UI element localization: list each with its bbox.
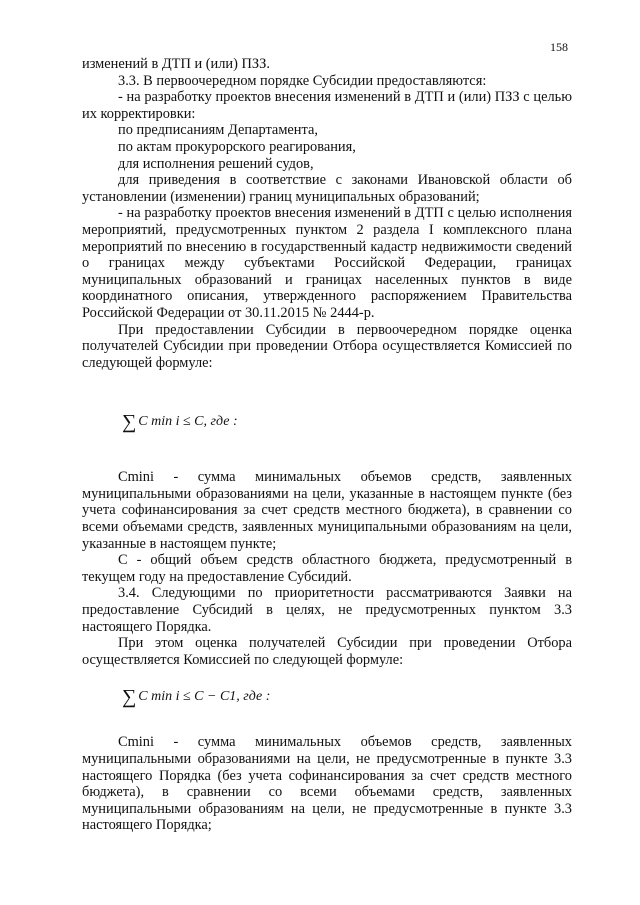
paragraph: изменений в ДТП и (или) ПЗЗ.	[82, 56, 270, 72]
page-number: 158	[550, 40, 568, 54]
paragraph: - на разработку проектов внесения изменений в ДТП с целью исполнения мероприятий, предусмотренных пунктом 2 раздела I комплексного плана мероприятий по внесению в государственный кадастр недвижимости сведений о границах между субъектами Российской Федерации, границах муниципальных образований и границах населенных пунктов в виде координатного описания, утвержденного распоряжением Правительства Российской Федерации от 30.11.2015 № 2444-р.	[82, 205, 572, 321]
formula-expression: C min i ≤ C − C1, где :	[138, 689, 271, 705]
summation-symbol: ∑	[122, 686, 137, 709]
paragraph: по актам прокурорского реагирования,	[118, 138, 356, 155]
paragraph: по предписаниям Департамента,	[118, 122, 318, 139]
paragraph: 3.3. В первоочередном порядке Субсидии предоставляются:	[118, 72, 487, 89]
paragraph: для приведения в соответствие с законами Ивановской области об установлении (изменении) границ муниципальных образований;	[82, 172, 572, 205]
document-body	[82, 56, 572, 834]
paragraph: С - общий объем средств областного бюджета, предусмотренный в текущем году на предоставление Субсидий.	[82, 552, 572, 585]
summation-symbol: ∑	[122, 411, 137, 434]
formula-2	[122, 686, 572, 708]
paragraph: При предоставлении Субсидии в первоочередном порядке оценка получателей Субсидии при проведении Отбора осуществляется Комиссией по следующей формуле:	[82, 321, 572, 371]
formula-expression: C min i ≤ C, где :	[138, 413, 238, 429]
paragraph: Cmini - сумма минимальных объемов средств, заявленных муниципальными образованиями на цели, не предусмотренные в пункте 3.3 настоящего Порядка (без учета софинансирования за счет средств местного бюджета), в сравнении со всеми объемами средств, заявленных муниципальными образованиям на цели, не предусмотренные в пункте 3.3 настоящего Порядка;	[82, 734, 572, 834]
formula-1	[122, 411, 572, 433]
paragraph: При этом оценка получателей Субсидии при проведении Отбора осуществляется Комиссией по следующей формуле:	[82, 635, 572, 668]
paragraph: - на разработку проектов внесения изменений в ДТП и (или) ПЗЗ с целью их корректировки:	[82, 89, 572, 122]
paragraph: Cmini - сумма минимальных объемов средств, заявленных муниципальными образованиями на цели, указанные в настоящем пункте (без учета софинансирования за счет средств местного бюджета), в сравнении со всеми объемами средств, заявленных муниципальными образованиям на цели, указанные в настоящем пункте;	[82, 469, 572, 552]
paragraph: для исполнения решений судов,	[118, 155, 314, 172]
paragraph: 3.4. Следующими по приоритетности рассматриваются Заявки на предоставление Субсидий в целях, не предусмотренных пунктом 3.3 настоящего Порядка.	[82, 585, 572, 635]
